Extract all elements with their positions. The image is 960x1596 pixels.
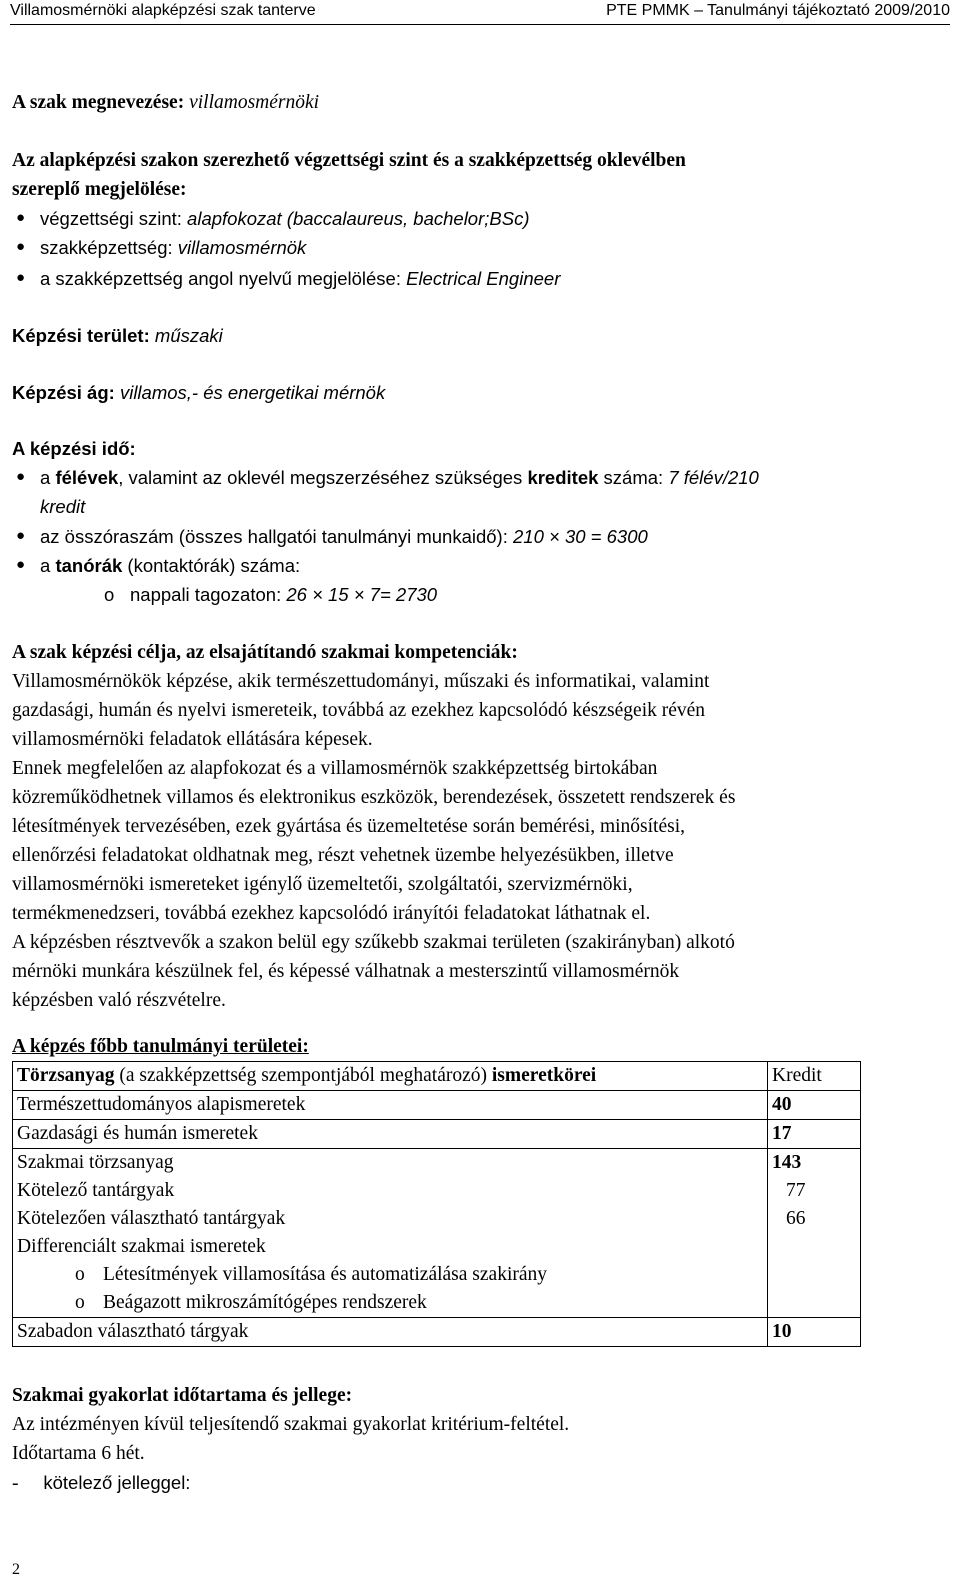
running-header bbox=[10, 0, 950, 25]
goal-p1-l2: gazdasági, humán és nyelvi ismereteik, továbbá az ezekhez kapcsolódó készségeik révén bbox=[12, 700, 706, 721]
bullet-icon: ● bbox=[16, 210, 26, 226]
bullet-icon: ● bbox=[16, 528, 26, 544]
row-label: Természettudományos alapismeretek bbox=[13, 1091, 768, 1120]
goal-heading: A szak képzési célja, az elsajátítandó szakmai kompetenciák: bbox=[12, 642, 518, 663]
bullet-icon: ● bbox=[16, 239, 26, 255]
goal-p3-l3: képzésben való részvételre. bbox=[12, 990, 226, 1011]
practice-line2: Időtartama 6 hét. bbox=[12, 1443, 145, 1464]
table-row bbox=[13, 1318, 861, 1347]
credit-table bbox=[12, 1061, 861, 1347]
qual-item-qualification: szakképzettség: villamosmérnök bbox=[40, 237, 307, 258]
qual-item-english: a szakképzettség angol nyelvű megjelölése: Electrical Engineer bbox=[40, 268, 561, 289]
training-area: Képzési terület: műszaki bbox=[12, 325, 223, 346]
time-item-semesters-cont: kredit bbox=[40, 496, 86, 517]
core-credits: 77 66 bbox=[768, 1177, 861, 1318]
time-subitem-marker: o bbox=[104, 584, 115, 605]
qual-item-level: végzettségi szint: alapfokozat (baccalaureus, bachelor;BSc) bbox=[40, 208, 530, 229]
table-row bbox=[13, 1062, 861, 1091]
row-credit: 40 bbox=[768, 1091, 861, 1120]
goal-p3-l2: mérnöki munkára készülnek fel, és képessé válhatnak a mesterszintű villamosmérnök bbox=[12, 961, 680, 982]
goal-p3-l1: A képzésben résztvevők a szakon belül egy szűkebb szakmai területen (szakirányban) alkotó bbox=[12, 932, 735, 953]
goal-p1-l3: villamosmérnöki feladatok ellátására képesek. bbox=[12, 729, 373, 750]
practice-line3: - kötelező jelleggel: bbox=[12, 1472, 191, 1494]
table-row-core-group bbox=[13, 1177, 861, 1318]
bullet-icon: ● bbox=[16, 469, 26, 485]
row-label: Szabadon választható tárgyak bbox=[13, 1318, 768, 1347]
bullet-icon: ● bbox=[16, 557, 26, 573]
table-row bbox=[13, 1149, 861, 1178]
qualification-heading-2: szereplő megjelölése: bbox=[12, 179, 187, 200]
degree-name-label: A szak megnevezése: bbox=[12, 92, 185, 113]
training-time-heading: A képzési idő: bbox=[12, 438, 136, 459]
header-left: Villamosmérnöki alapképzési szak tanterve bbox=[10, 2, 316, 19]
specialization-item: o Létesítmények villamosítása és automatizálása szakirány bbox=[75, 1264, 548, 1285]
table-row bbox=[13, 1120, 861, 1149]
table-row bbox=[13, 1091, 861, 1120]
bullet-icon: ● bbox=[16, 270, 26, 286]
core-breakdown: Kötelező tantárgyak Kötelezően választható tantárgyak Differenciált szakmai ismeretek o Létesítmények villamosítása és automatizálása szakirány o Beágazott mikroszámítógépes rendszerek bbox=[13, 1177, 768, 1318]
goal-p2-l3: létesítmények tervezésében, ezek gyártása és üzemeltetése során bemérési, minősítési, bbox=[12, 816, 686, 837]
goal-p2-l4: ellenőrzési feladatokat oldhatnak meg, részt vehetnek üzembe helyezésükben, illetve bbox=[12, 845, 674, 866]
row-credit: 10 bbox=[768, 1318, 861, 1347]
goal-p2-l5: villamosmérnöki ismereteket igénylő üzemeltetői, szolgáltatói, szervizmérnöki, bbox=[12, 874, 633, 895]
row-credit: 143 bbox=[768, 1149, 861, 1178]
row-label: Szakmai törzsanyag bbox=[13, 1149, 768, 1178]
goal-p2-l2: közreműködhetnek villamos és elektronikus eszközök, berendezések, összetett rendszerek és bbox=[12, 787, 736, 808]
study-heading: A képzés főbb tanulmányi területei: bbox=[12, 1036, 309, 1057]
table-head-label: Törzsanyag (a szakképzettség szempontjából meghatározó) ismeretkörei bbox=[13, 1062, 768, 1091]
practice-line1: Az intézményen kívül teljesítendő szakmai gyakorlat kritérium-feltétel. bbox=[12, 1414, 570, 1435]
time-subitem-daytime: nappali tagozaton: 26 × 15 × 7= 2730 bbox=[130, 584, 438, 605]
time-item-semesters: a félévek, valamint az oklevél megszerzéséhez szükséges kreditek száma: 7 félév/210 bbox=[40, 467, 759, 488]
time-item-contact: a tanórák (kontaktórák) száma: bbox=[40, 555, 301, 576]
practice-heading: Szakmai gyakorlat időtartama és jellege: bbox=[12, 1385, 353, 1406]
goal-p2-l1: Ennek megfelelően az alapfokozat és a villamosmérnök szakképzettség birtokában bbox=[12, 758, 658, 779]
training-branch: Képzési ág: villamos,- és energetikai mérnök bbox=[12, 382, 386, 403]
degree-name bbox=[12, 88, 942, 117]
specialization-item: o Beágazott mikroszámítógépes rendszerek bbox=[75, 1292, 427, 1313]
qualification-heading-1: Az alapképzési szakon szerezhető végzettségi szint és a szakképzettség oklevélben bbox=[12, 150, 686, 171]
goal-p1-l1: Villamosmérnökök képzése, akik természettudományi, műszaki és informatikai, valamint bbox=[12, 671, 710, 692]
table-head-credit: Kredit bbox=[768, 1062, 861, 1091]
row-credit: 17 bbox=[768, 1120, 861, 1149]
goal-p2-l6: termékmenedzseri, továbbá ezekhez kapcsolódó irányítói feladatokat láthatnak el. bbox=[12, 903, 651, 924]
header-right: PTE PMMK – Tanulmányi tájékoztató 2009/2010 bbox=[606, 2, 950, 19]
degree-name-value: villamosmérnöki bbox=[189, 92, 320, 113]
page-number: 2 bbox=[12, 1561, 20, 1578]
time-item-hours: az összóraszám (összes hallgatói tanulmányi munkaidő): 210 × 30 = 6300 bbox=[40, 526, 648, 547]
row-label: Gazdasági és humán ismeretek bbox=[13, 1120, 768, 1149]
